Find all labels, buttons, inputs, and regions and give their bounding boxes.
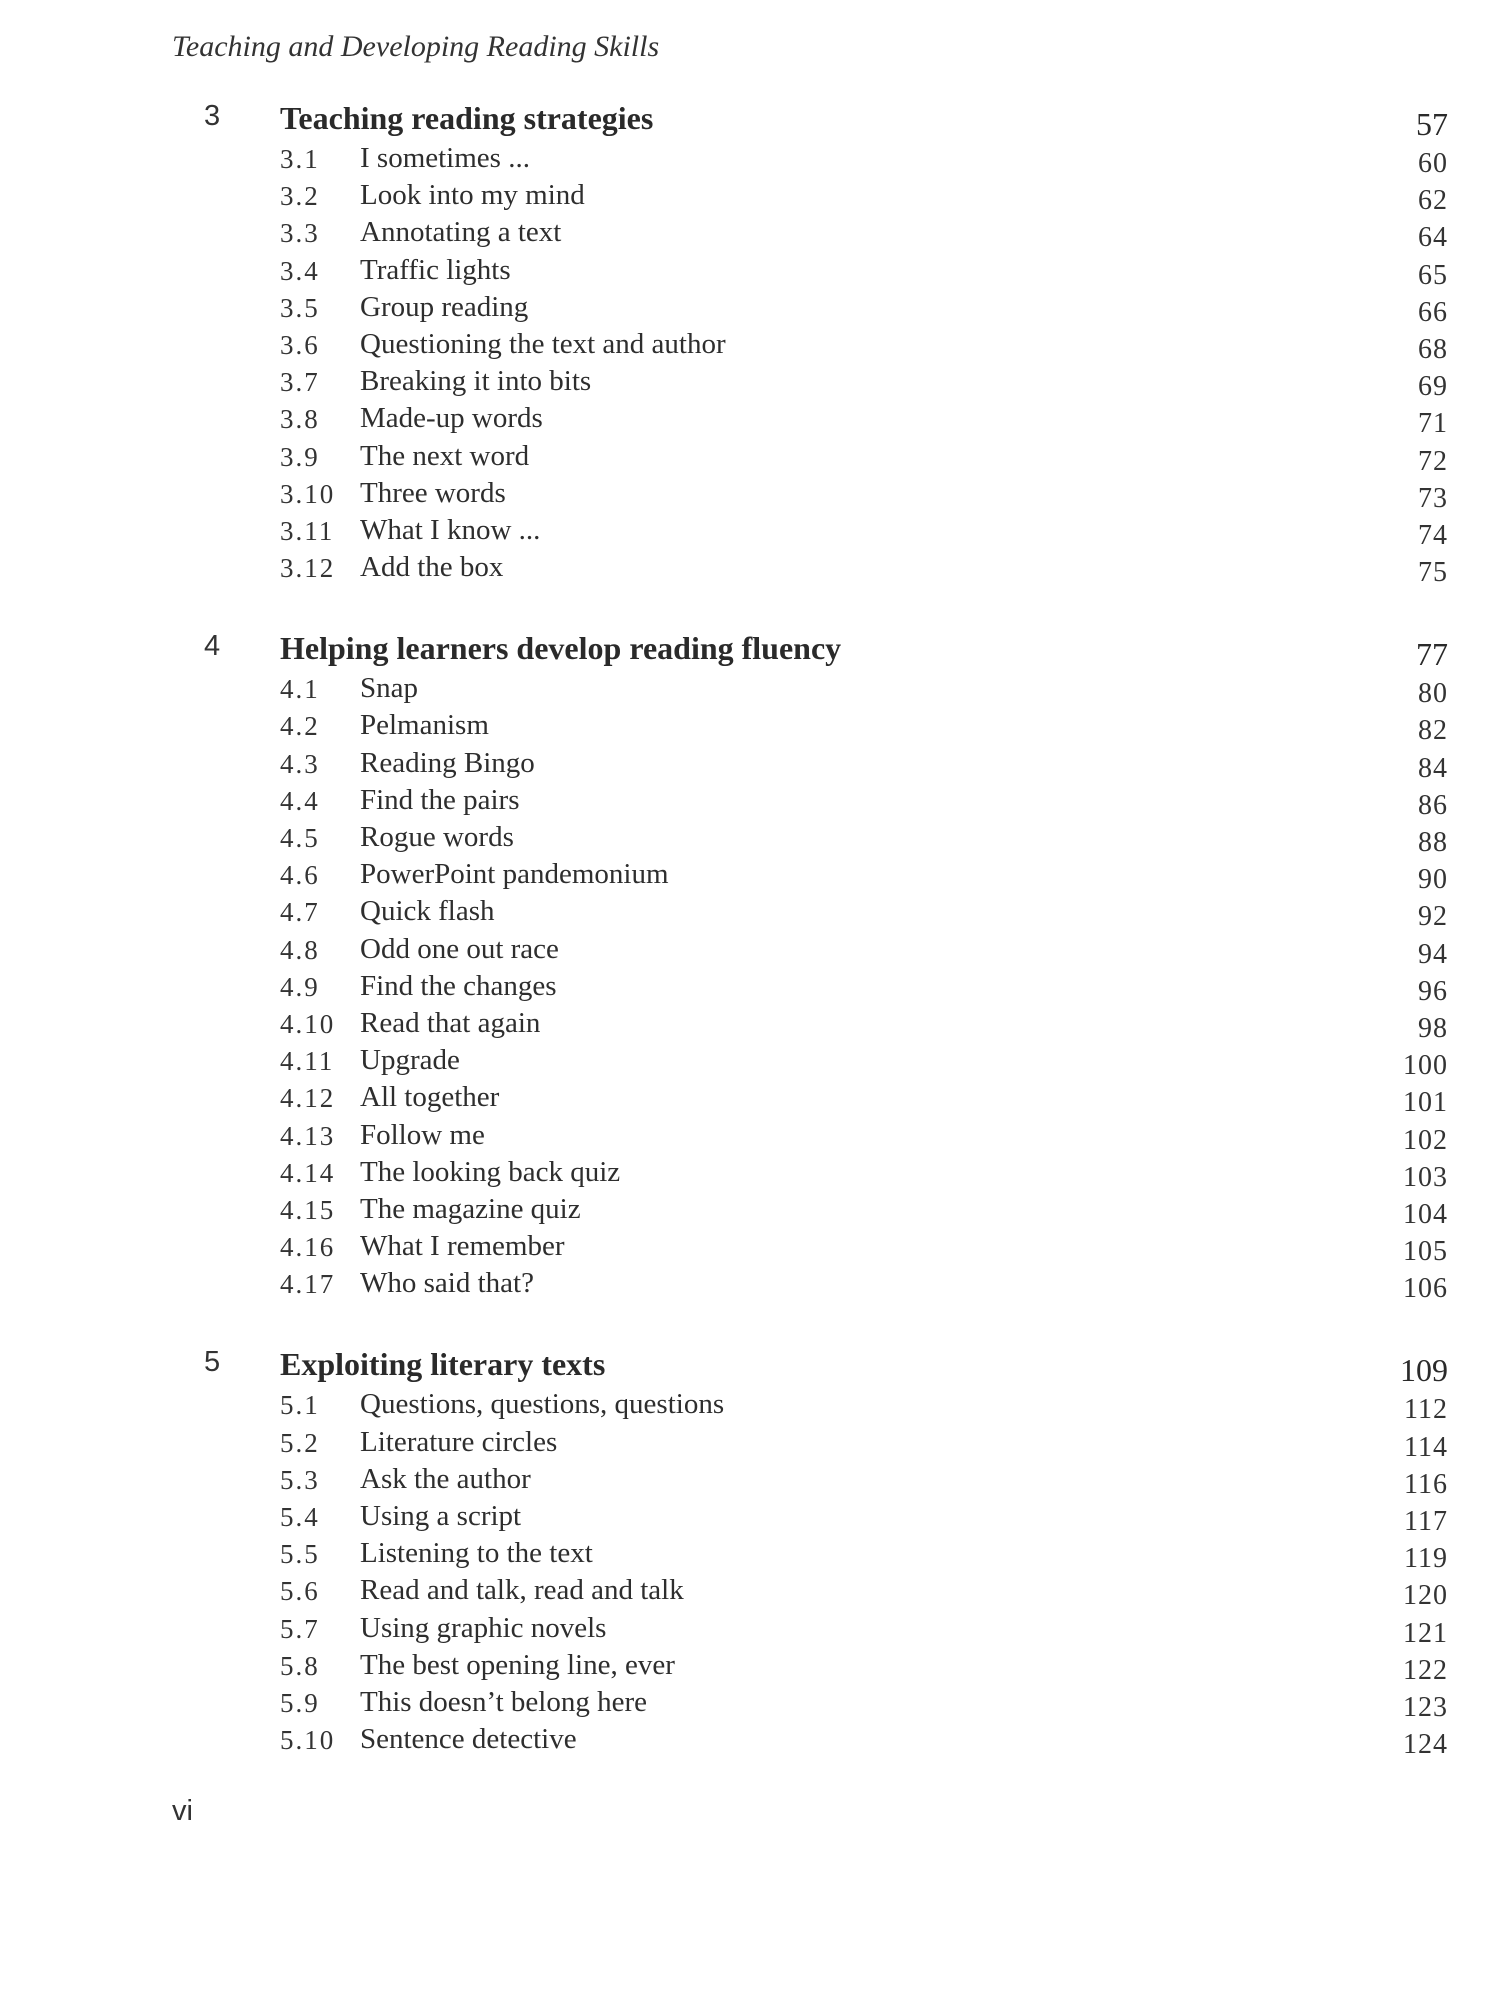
entry-title: Quick flash — [360, 895, 495, 928]
entry-title: The next word — [360, 439, 530, 472]
entry-title: All together — [360, 1081, 500, 1114]
entry-page-number: 80 — [1418, 678, 1448, 710]
entry-page-number: 71 — [1418, 408, 1448, 440]
toc-entry — [0, 1081, 1500, 1118]
entry-number: 4.16 — [280, 1232, 336, 1263]
entry-page-number: 98 — [1418, 1012, 1448, 1044]
entry-number: 4.13 — [280, 1120, 336, 1151]
page-folio: vi — [172, 1795, 193, 1827]
entry-title: The magazine quiz — [360, 1192, 581, 1225]
entry-page-number: 65 — [1418, 259, 1448, 291]
entry-title: Find the pairs — [360, 783, 520, 816]
toc-entry — [0, 933, 1500, 970]
entry-page-number: 105 — [1403, 1236, 1448, 1268]
toc-entry — [0, 709, 1500, 746]
entry-title: What I know ... — [360, 513, 541, 546]
toc-entry — [0, 328, 1500, 365]
entry-page-number: 121 — [1403, 1617, 1448, 1649]
entry-number: 3.7 — [280, 367, 320, 398]
entry-number: 5.3 — [280, 1464, 320, 1495]
entry-title: Reading Bingo — [360, 746, 535, 779]
entry-number: 3.6 — [280, 329, 320, 360]
chapter-title: Exploiting literary texts — [280, 1346, 606, 1383]
entry-page-number: 96 — [1418, 975, 1448, 1007]
entry-number: 5.10 — [280, 1725, 336, 1756]
entry-number: 3.4 — [280, 255, 320, 286]
entry-number: 3.8 — [280, 404, 320, 435]
entry-page-number: 60 — [1418, 148, 1448, 179]
entry-title: Made-up words — [360, 402, 543, 435]
entry-title: Look into my mind — [360, 179, 585, 212]
entry-page-number: 74 — [1418, 519, 1448, 551]
entry-number: 5.2 — [280, 1427, 320, 1458]
entry-page-number: 73 — [1418, 482, 1448, 514]
entry-page-number: 75 — [1418, 557, 1448, 589]
entry-title: Find the changes — [360, 969, 557, 1002]
entry-number: 4.14 — [280, 1157, 336, 1188]
toc-entry — [0, 1230, 1500, 1267]
entry-title: Questions, questions, questions — [360, 1388, 725, 1421]
entry-number: 4.17 — [280, 1269, 336, 1300]
entry-title: Read and talk, read and talk — [360, 1574, 684, 1607]
entry-title: Breaking it into bits — [360, 365, 592, 398]
chapter-title: Helping learners develop reading fluency — [280, 630, 842, 667]
toc-entry — [0, 179, 1500, 216]
entry-page-number: 104 — [1403, 1198, 1448, 1230]
chapter-heading — [0, 630, 1500, 672]
entry-title: I sometimes ... — [360, 142, 530, 174]
entry-page-number: 117 — [1404, 1506, 1448, 1537]
entry-number: 4.9 — [280, 971, 320, 1002]
toc-entry — [0, 440, 1500, 477]
entry-title: The looking back quiz — [360, 1155, 621, 1188]
entry-page-number: 119 — [1404, 1543, 1448, 1575]
toc-entry — [0, 821, 1500, 858]
chapter-section — [0, 1346, 1500, 1760]
entry-title: PowerPoint pandemonium — [360, 858, 669, 891]
entry-title: Who said that? — [360, 1267, 534, 1300]
entry-page-number: 100 — [1403, 1050, 1448, 1082]
running-head: Teaching and Developing Reading Skills — [172, 30, 660, 63]
entry-page-number: 82 — [1418, 715, 1448, 747]
entry-number: 3.9 — [280, 441, 320, 472]
toc-entry — [0, 142, 1500, 179]
chapter-number: 3 — [204, 100, 221, 132]
chapter-page-number: 77 — [1416, 636, 1448, 673]
toc-entry — [0, 858, 1500, 895]
entry-number: 5.1 — [280, 1390, 320, 1421]
entry-title: Follow me — [360, 1118, 485, 1151]
chapter-heading — [0, 1346, 1500, 1388]
entry-title: Traffic lights — [360, 253, 511, 286]
entry-page-number: 72 — [1418, 445, 1448, 477]
entry-number: 5.6 — [280, 1576, 320, 1607]
toc-entry — [0, 551, 1500, 588]
entry-title: Snap — [360, 672, 418, 705]
entry-page-number: 94 — [1418, 938, 1448, 970]
entry-number: 5.5 — [280, 1539, 320, 1570]
toc-entry — [0, 514, 1500, 551]
entry-number: 3.10 — [280, 478, 336, 509]
chapter-title: Teaching reading strategies — [280, 100, 654, 136]
entry-title: Add the box — [360, 551, 504, 584]
entry-title: Upgrade — [360, 1044, 460, 1077]
toc-entry — [0, 672, 1500, 709]
entry-title: Questioning the text and author — [360, 327, 726, 360]
entry-title: What I remember — [360, 1230, 565, 1263]
entry-page-number: 64 — [1418, 222, 1448, 254]
entry-title: Read that again — [360, 1006, 541, 1039]
entry-number: 3.5 — [280, 292, 320, 323]
toc-entry — [0, 1156, 1500, 1193]
entry-number: 4.10 — [280, 1008, 336, 1039]
toc-entry — [0, 895, 1500, 932]
entry-number: 4.3 — [280, 748, 320, 779]
toc-entry — [0, 784, 1500, 821]
entry-page-number: 102 — [1403, 1124, 1448, 1156]
entry-title: Using graphic novels — [360, 1611, 607, 1644]
entry-number: 4.12 — [280, 1083, 336, 1114]
entry-page-number: 120 — [1403, 1580, 1448, 1612]
entry-title: Three words — [360, 476, 506, 509]
toc-entry — [0, 1686, 1500, 1723]
entry-title: Odd one out race — [360, 932, 559, 965]
entry-number: 4.7 — [280, 897, 320, 928]
chapter-page-number: 57 — [1416, 106, 1448, 142]
toc-entry — [0, 291, 1500, 328]
entry-title: Annotating a text — [360, 216, 562, 249]
entry-title: Pelmanism — [360, 709, 489, 742]
entry-title: Sentence detective — [360, 1723, 577, 1756]
entry-page-number: 124 — [1403, 1729, 1448, 1761]
entry-number: 5.9 — [280, 1687, 320, 1718]
entry-page-number: 101 — [1403, 1087, 1448, 1119]
toc-entry — [0, 1723, 1500, 1760]
entry-number: 3.1 — [280, 144, 320, 174]
entry-number: 4.6 — [280, 860, 320, 891]
entry-page-number: 86 — [1418, 789, 1448, 821]
entry-number: 4.15 — [280, 1194, 336, 1225]
entry-number: 3.3 — [280, 218, 320, 249]
entry-title: This doesn’t belong here — [360, 1685, 647, 1718]
entry-page-number: 92 — [1418, 901, 1448, 933]
toc-entry — [0, 365, 1500, 402]
toc-entry — [0, 1574, 1500, 1611]
toc-entry — [0, 1426, 1500, 1463]
entry-page-number: 123 — [1403, 1691, 1448, 1723]
toc-entry — [0, 1500, 1500, 1537]
entry-title: Group reading — [360, 290, 529, 323]
chapter-section — [0, 100, 1500, 588]
chapter-section — [0, 630, 1500, 1304]
entry-number: 3.11 — [280, 515, 335, 546]
toc-entry — [0, 402, 1500, 439]
toc-entry — [0, 1119, 1500, 1156]
entry-page-number: 114 — [1404, 1431, 1448, 1463]
entry-number: 5.7 — [280, 1613, 320, 1644]
toc-entry — [0, 1007, 1500, 1044]
entry-number: 4.5 — [280, 823, 320, 853]
chapter-number: 5 — [204, 1346, 221, 1379]
entry-number: 3.12 — [280, 553, 336, 584]
entry-page-number: 90 — [1418, 864, 1448, 896]
toc-entry — [0, 254, 1500, 291]
entry-page-number: 62 — [1418, 185, 1448, 217]
entry-title: Literature circles — [360, 1425, 558, 1458]
entry-page-number: 122 — [1403, 1654, 1448, 1686]
chapter-number: 4 — [204, 630, 221, 663]
toc-entry — [0, 1463, 1500, 1500]
entry-number: 3.2 — [280, 181, 320, 212]
entry-page-number: 88 — [1418, 827, 1448, 858]
toc-entry — [0, 747, 1500, 784]
entry-page-number: 116 — [1404, 1468, 1448, 1500]
toc-entry — [0, 1537, 1500, 1574]
entry-number: 4.4 — [280, 785, 320, 816]
entry-page-number: 84 — [1418, 752, 1448, 784]
entry-number: 5.8 — [280, 1650, 320, 1681]
entry-page-number: 112 — [1404, 1394, 1448, 1426]
toc-entry — [0, 216, 1500, 253]
entry-page-number: 103 — [1403, 1161, 1448, 1193]
toc-entry — [0, 477, 1500, 514]
entry-number: 4.8 — [280, 934, 320, 965]
entry-title: Ask the author — [360, 1462, 531, 1495]
entry-title: Rogue words — [360, 821, 514, 853]
entry-number: 4.11 — [280, 1046, 335, 1077]
entry-page-number: 68 — [1418, 333, 1448, 365]
entry-number: 5.4 — [280, 1502, 320, 1532]
chapter-page-number: 109 — [1400, 1352, 1448, 1389]
entry-page-number: 106 — [1403, 1273, 1448, 1305]
toc-entry — [0, 970, 1500, 1007]
toc-entry — [0, 1044, 1500, 1081]
entry-page-number: 66 — [1418, 296, 1448, 328]
entry-page-number: 69 — [1418, 371, 1448, 403]
entry-number: 4.1 — [280, 674, 320, 705]
toc-entry — [0, 1193, 1500, 1230]
chapter-heading — [0, 100, 1500, 142]
toc-entry — [0, 1649, 1500, 1686]
toc-entry — [0, 1612, 1500, 1649]
toc-entry — [0, 1267, 1500, 1304]
entry-title: Listening to the text — [360, 1537, 593, 1570]
toc-entry — [0, 1388, 1500, 1425]
entry-title: Using a script — [360, 1500, 522, 1532]
table-of-contents — [0, 100, 1500, 1802]
entry-number: 4.2 — [280, 711, 320, 742]
entry-title: The best opening line, ever — [360, 1648, 675, 1681]
